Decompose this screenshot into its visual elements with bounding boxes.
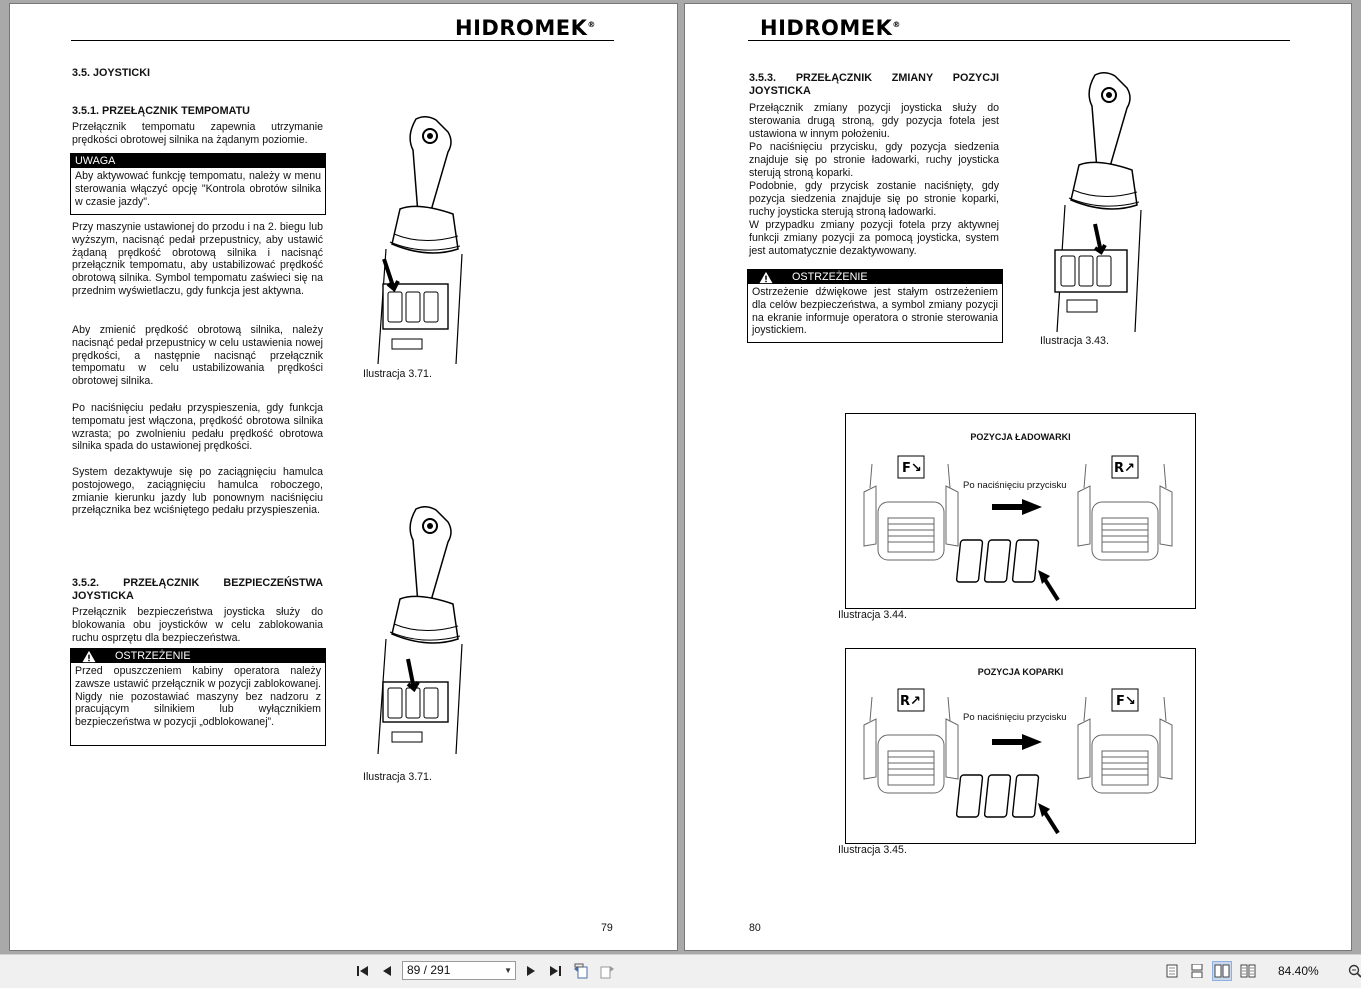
safety-switch-heading-a: 3.5.2. PRZEŁĄCZNIK BEZPIECZEŃSTWA (72, 577, 323, 589)
single-page-icon (1166, 964, 1178, 978)
last-page-button[interactable] (546, 962, 564, 980)
brand-logo: HIDROMEK® (455, 16, 596, 40)
notice-text: Aby aktywować funkcję tempomatu, należy w menu sterowania włączyć opcję "Kontrola obrotów silnika w czasie jazdy". (75, 170, 321, 208)
document-page-left (9, 3, 678, 951)
go-forward-view-button[interactable] (598, 962, 616, 980)
excavator-position-drawing (846, 649, 1195, 843)
zoom-level[interactable]: 84.40% (1278, 964, 1319, 978)
notice-box (70, 153, 326, 215)
figure-caption-1: Ilustracja 3.71. (363, 368, 432, 380)
warning-label-left: OSTRZEŻENIE (115, 650, 191, 662)
svg-text:F↘: F↘ (902, 461, 922, 476)
document-page-right (684, 3, 1352, 951)
previous-page-icon (381, 965, 393, 977)
figure-caption-5: Ilustracja 3.45. (838, 844, 907, 856)
continuous-page-icon (1191, 964, 1203, 978)
header-rule-right (748, 40, 1290, 41)
warning-text-right: Ostrzeżenie dźwiękowe jest stałym ostrzeżeniem dla celów bezpieczeństwa, a symbol zmiany pozycji na ekranie informuje operatora o stronie sterowania joystickiem. (752, 286, 998, 337)
svg-text:R↗: R↗ (900, 694, 921, 709)
warning-box-right (747, 269, 1003, 343)
header-rule (71, 40, 614, 41)
facing-pages-icon (1214, 964, 1230, 978)
cruise-paragraph-3: Po naciśnięciu pedału przyspieszenia, gdy funkcja tempomatu jest włączona, prędkość obrotowa silnika wzrasta; po zwolnieniu pedału prędkość obrotowa silnika spada do ustawionej prędkości. (72, 402, 323, 453)
joystick-safety-illustration (358, 504, 464, 754)
safety-switch-intro: Przełącznik bezpieczeństwa joysticka służy do blokowania obu joysticków w celu zablokowania ruchu osprzętu dla bezpieczeństwa. (72, 606, 323, 644)
loader-position-note: Po naciśnięciu przycisku (963, 480, 1067, 491)
joystick-position-illustration (1037, 70, 1143, 332)
cruise-paragraph-4: System dezaktywuje się po zaciągnięciu hamulca postojowego, zaciągnięciu hamulca roboczego, zmianie kierunku jazdy lub ponownym naciśnięciu przełącznika bez wciśniętego pedału przyspieszenia. (72, 466, 323, 517)
first-page-button[interactable] (354, 962, 372, 980)
chevron-down-icon: ▼ (504, 966, 512, 975)
cruise-control-intro: Przełącznik tempomatu zapewnia utrzymanie prędkości obrotowej silnika na żądanym poziomie. (72, 121, 323, 146)
page-indicator: 89 / 291 (407, 963, 451, 977)
single-page-view-button[interactable] (1162, 961, 1182, 981)
go-back-view-button[interactable] (572, 962, 590, 980)
continuous-facing-icon (1240, 964, 1256, 978)
warning-text-left: Przed opuszczeniem kabiny operatora należy zawsze ustawić przełącznik w pozycji zablokowanej. Nigdy nie pozostawiać maszyny bez nadzoru z pracującym silnikiem lub wyłącznikiem bezpieczeństwa w pozycji „odblokowanej”. (75, 665, 321, 729)
warning-box-left (70, 648, 326, 746)
excavator-position-note: Po naciśnięciu przycisku (963, 712, 1067, 723)
position-paragraph-2: Po naciśnięciu przycisku, gdy pozycja siedzenia znajduje się po stronie ładowarki, ruchy joysticka sterują stroną koparki. (749, 141, 999, 179)
cruise-paragraph-1: Przy maszynie ustawionej do przodu i na 2. biegu lub wyższym, nacisnąć pedał przepustnicy, aby ustawić żądaną prędkość obrotową silnika i nacisnąć przełącznik tempomatu, aby ustabilizować prędkość obrotową silnika. Symbol tempomatu zaświeci się na przednim wyświetlaczu, gdy funkcja jest aktywna. (72, 221, 323, 297)
cruise-control-heading: 3.5.1. PRZEŁĄCZNIK TEMPOMATU (72, 105, 250, 117)
notice-header: UWAGA (71, 154, 325, 168)
position-paragraph-3: Podobnie, gdy przycisk zostanie naciśnięty, gdy pozycja siedzenia znajduje się po stronie koparki, ruchy joysticka sterują stroną ładowarki. (749, 180, 999, 218)
position-paragraph-4: W przypadku zmiany pozycji fotela przy aktywnej funkcji zmiany pozycji za pomocą joysticka, system jest automatycznie dezaktywowany. (749, 219, 999, 257)
brand-logo-right: HIDROMEK® (760, 16, 901, 40)
position-switch-heading-a: 3.5.3. PRZEŁĄCZNIK ZMIANY POZYCJI (749, 72, 999, 84)
warning-triangle-icon (758, 271, 774, 284)
figure-caption-4: Ilustracja 3.44. (838, 609, 907, 621)
continuous-facing-view-button[interactable] (1238, 961, 1258, 981)
zoom-out-button[interactable] (1346, 962, 1361, 980)
next-page-button[interactable] (522, 962, 540, 980)
viewer-toolbar (0, 954, 1361, 988)
warning-triangle-icon (81, 650, 97, 663)
first-page-icon (356, 965, 370, 977)
loader-position-drawing (846, 414, 1195, 608)
continuous-view-button[interactable] (1187, 961, 1207, 981)
warning-header-right (748, 270, 1002, 284)
svg-text:F↘: F↘ (1116, 694, 1136, 709)
warning-header-left (71, 649, 325, 663)
section-title: 3.5. JOYSTICKI (72, 67, 151, 79)
figure-caption-3: Ilustracja 3.43. (1040, 335, 1109, 347)
svg-text:R↗: R↗ (1114, 461, 1135, 476)
page-number-left: 79 (601, 922, 613, 934)
safety-switch-heading-b: JOYSTICKA (72, 590, 134, 602)
back-view-icon (573, 963, 589, 979)
loader-position-title: POZYCJA ŁADOWARKI (970, 432, 1071, 442)
previous-page-button[interactable] (378, 962, 396, 980)
loader-position-diagram (845, 413, 1196, 609)
excavator-position-diagram (845, 648, 1196, 844)
warning-label-right: OSTRZEŻENIE (792, 271, 868, 283)
facing-pages-view-button[interactable] (1212, 961, 1232, 981)
forward-view-icon (599, 963, 615, 979)
position-switch-heading-b: JOYSTICKA (749, 85, 811, 97)
cruise-paragraph-2: Aby zmienić prędkość obrotową silnika, należy nacisnąć pedał przepustnicy w celu ustawienia nowej prędkości, a następnie nacisnąć przełącznik tempomatu w celu ustabilizowania prędkości obrotowej silnika. (72, 324, 323, 388)
magnifier-icon (1348, 964, 1361, 978)
joystick-illustration (358, 114, 464, 364)
position-paragraph-1: Przełącznik zmiany pozycji joysticka służy do sterowania drugą stroną, gdy pozycja fotela jest ustawiona w innym położeniu. (749, 102, 999, 140)
figure-caption-2: Ilustracja 3.71. (363, 771, 432, 783)
next-page-icon (525, 965, 537, 977)
excavator-position-title: POZYCJA KOPARKI (977, 667, 1064, 677)
page-number-select[interactable] (402, 961, 516, 980)
last-page-icon (548, 965, 562, 977)
page-number-right: 80 (749, 922, 761, 934)
